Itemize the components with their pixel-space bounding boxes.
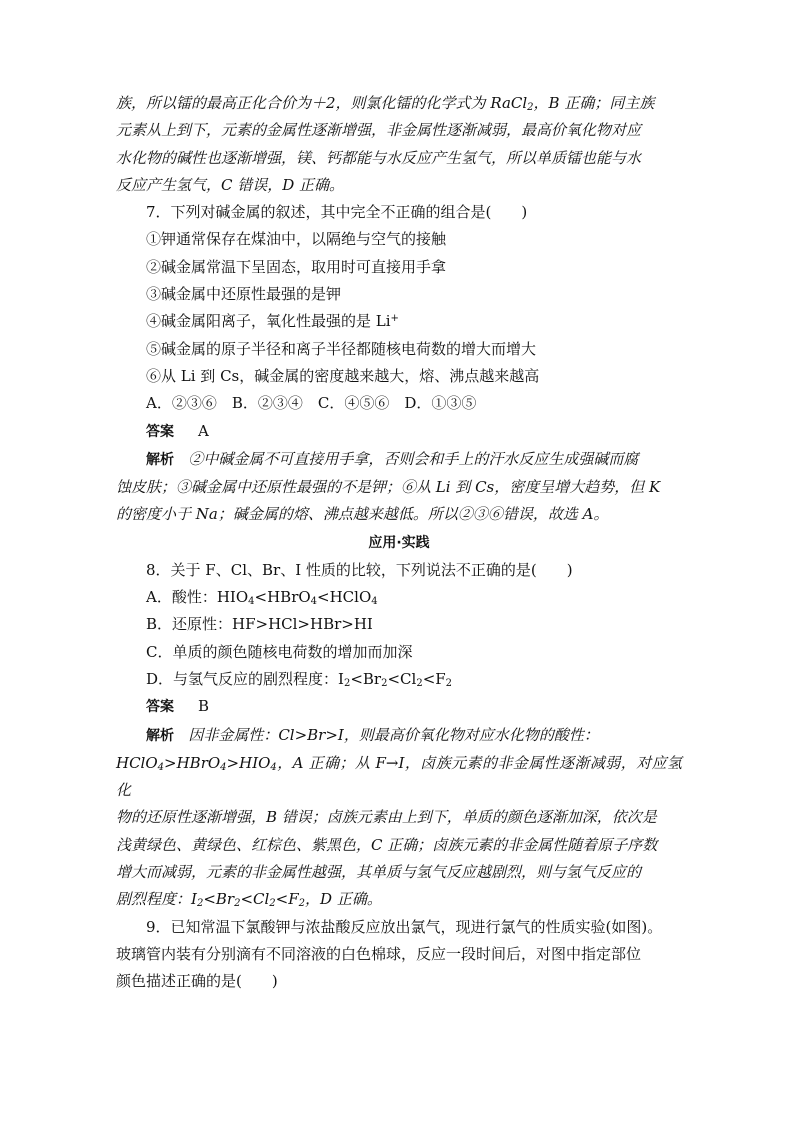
prev-explanation-line: 元素从上到下，元素的金属性逐渐增强，非金属性逐渐减弱，最高价氧化物对应: [116, 121, 642, 140]
question-8-explanation: 增大而减弱，元素的非金属性越强，其单质与氢气反应越剧烈，则与氢气反应的: [116, 863, 642, 882]
section-title: 应用·实践: [368, 534, 430, 551]
explanation-label: 解析: [146, 727, 174, 744]
question-8-explanation: $HClO_4>HBrO_4>HIO_4$，A 正确；从 F→I，卤族元素的非金属性逐渐减弱，对应氢化: [116, 753, 682, 800]
question-7-item: ①钾通常保存在煤油中，以隔绝与空气的接触: [146, 230, 447, 249]
question-7-item: ⑤碱金属的原子半径和离子半径都随核电荷数的增大而增大: [146, 339, 537, 358]
prev-explanation-line: 族，所以镭的最高正化合价为＋2，则氯化镭的化学式为 RaCl$_2$，B 正确；同主族: [116, 94, 655, 113]
question-8-explanation: 剧烈程度：$I_2<Br_2<Cl_2<F_2$，D 正确。: [116, 890, 382, 910]
explanation-label: 解析: [146, 451, 174, 468]
document-page: [116, 90, 682, 996]
question-7-explanation: 解析 ②中碱金属不可直接用手拿，否则会和手上的汗水反应生成强碱而腐: [146, 449, 639, 468]
answer-value: A: [198, 421, 209, 440]
question-8-option-c: C．单质的颜色随核电荷数的增加而加深: [146, 642, 413, 661]
question-7-item: ⑥从 Li 到 Cs，碱金属的密度越来越大，熔、沸点越来越高: [146, 366, 540, 385]
question-7-stem: 7．下列对碱金属的叙述，其中完全不正确的组合是( ): [146, 203, 528, 222]
question-8-answer: [116, 693, 682, 721]
question-7-options: A．②③⑥ B．②③④ C．④⑤⑥ D．①③⑤: [146, 394, 477, 413]
question-8-option-d: D．与氢气反应的剧烈程度：$I_2<Br_2<Cl_2<F_2$: [146, 669, 453, 689]
question-9-stem: 9．已知常温下氯酸钾与浓盐酸反应放出氯气，现进行氯气的性质实验(如图)。: [146, 917, 663, 936]
question-9-stem: 玻璃管内装有分别滴有不同溶液的白色棉球，反应一段时间后，对图中指定部位: [116, 944, 642, 963]
question-7-explanation: 蚀皮肤；③碱金属中还原性最强的不是钾；⑥从 Li 到 Cs，密度呈增大趋势，但 K: [116, 478, 661, 497]
answer-label: 答案: [146, 423, 174, 440]
question-8-option-b: B．还原性：HF>HCl>HBr>HI: [146, 615, 373, 634]
question-8-stem: 8．关于 F、Cl、Br、I 性质的比较，下列说法不正确的是( ): [146, 560, 573, 579]
question-8-option-a: A．酸性：$HIO_4<HBrO_4<HClO_4$: [146, 588, 378, 608]
question-9-stem: 颜色描述正确的是( ): [116, 972, 278, 991]
question-7-item: ④碱金属阳离子，氧化性最强的是 Li+: [146, 312, 399, 331]
question-7-item: ③碱金属中还原性最强的是钾: [146, 285, 342, 304]
question-7-explanation: 的密度小于 Na；碱金属的熔、沸点越来越低。所以②③⑥错误，故选 A。: [116, 505, 609, 524]
question-7-answer: [116, 418, 682, 446]
question-8-explanation: 浅黄绿色、黄绿色、红棕色、紫黑色，C 正确；卤族元素的非金属性随着原子序数: [116, 835, 658, 854]
prev-explanation-line: 反应产生氢气，C 错误，D 正确。: [116, 175, 345, 194]
answer-value: B: [198, 697, 210, 716]
answer-label: 答案: [146, 699, 174, 716]
prev-explanation-line: 水化物的碱性也逐渐增强，镁、钙都能与水反应产生氢气，所以单质镭也能与水: [116, 148, 642, 167]
question-8-explanation: 解析 因非金属性：Cl>Br>I，则最高价氧化物对应水化物的酸性：: [146, 725, 599, 744]
question-7-item: ②碱金属常温下呈固态，取用时可直接用手拿: [146, 257, 447, 276]
question-8-explanation: 物的还原性逐渐增强，B 错误；卤族元素由上到下，单质的颜色逐渐加深，依次是: [116, 808, 657, 827]
